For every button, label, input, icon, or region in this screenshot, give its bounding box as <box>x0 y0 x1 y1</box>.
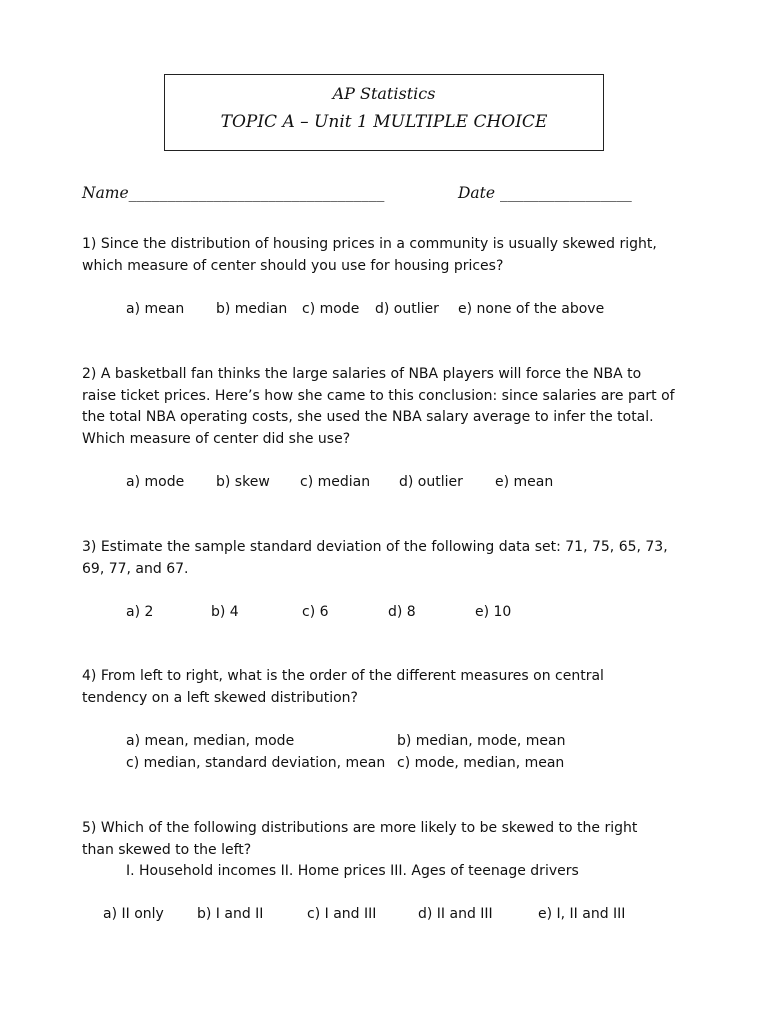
q5-option-e: e) I, II and III <box>538 906 626 922</box>
q3-option-e: e) 10 <box>475 604 512 620</box>
q3-option-d: d) 8 <box>388 604 416 620</box>
q3-option-c: c) 6 <box>302 604 329 620</box>
q4-option-c2: c) mode, median, mean <box>397 755 565 771</box>
q4-option-a: a) mean, median, mode <box>126 733 295 749</box>
question-4 <box>82 666 604 709</box>
q1-option-a: a) mean <box>126 301 185 317</box>
question-4-line-1: 4) From left to right, what is the order of the different measures on central <box>82 668 604 684</box>
q4-option-c: c) median, standard deviation, mean <box>126 755 386 771</box>
document-subtitle: TOPIC A – Unit 1 MULTIPLE CHOICE <box>220 112 548 132</box>
date-field-label: Date _________________ <box>458 184 632 202</box>
q3-option-a: a) 2 <box>126 604 154 620</box>
q1-option-c: c) mode <box>302 301 360 317</box>
question-5-line-1: 5) Which of the following distributions are more likely to be skewed to the right <box>82 820 638 836</box>
title-box <box>164 74 604 151</box>
question-2-line-2: raise ticket prices. Here’s how she came to this conclusion: since salaries are part of <box>82 387 675 404</box>
question-2-line-4: Which measure of center did she use? <box>82 430 351 447</box>
question-1 <box>82 234 657 277</box>
question-2-line-1: 2) A basketball fan thinks the large salaries of NBA players will force the NBA to <box>82 366 642 382</box>
question-5-line-2: than skewed to the left? <box>82 841 252 858</box>
question-5 <box>82 818 637 861</box>
q2-option-d: d) outlier <box>399 474 463 490</box>
question-1-line-2: which measure of center should you use for housing prices? <box>82 257 504 274</box>
q5-option-a: a) II only <box>103 906 164 922</box>
question-4-line-2: tendency on a left skewed distribution? <box>82 689 358 706</box>
q5-option-b: b) I and II <box>197 906 264 922</box>
q2-option-b: b) skew <box>216 474 270 490</box>
question-2-line-3: the total NBA operating costs, she used the NBA salary average to infer the total. <box>82 409 654 425</box>
q2-option-a: a) mode <box>126 474 185 490</box>
document-title: AP Statistics <box>332 84 436 103</box>
question-3-line-1: 3) Estimate the sample standard deviation of the following data set: 71, 75, 65, 73, <box>82 539 668 555</box>
q5-option-c: c) I and III <box>307 906 377 922</box>
q5-statements: I. Household incomes II. Home prices III. Ages of teenage drivers <box>126 863 579 879</box>
q2-option-e: e) mean <box>495 474 554 490</box>
question-3 <box>82 537 668 580</box>
q5-option-d: d) II and III <box>418 906 493 922</box>
q1-option-e: e) none of the above <box>458 301 605 317</box>
question-1-line-1: 1) Since the distribution of housing prices in a community is usually skewed right, <box>82 236 657 252</box>
q4-option-b: b) median, mode, mean <box>397 733 566 749</box>
question-3-line-2: 69, 77, and 67. <box>82 560 189 577</box>
q1-option-d: d) outlier <box>375 301 439 317</box>
q2-option-c: c) median <box>300 474 371 490</box>
question-2 <box>82 364 675 450</box>
q1-option-b: b) median <box>216 301 288 317</box>
q3-option-b: b) 4 <box>211 604 239 620</box>
name-field-label: Name_________________________________ <box>82 184 385 202</box>
